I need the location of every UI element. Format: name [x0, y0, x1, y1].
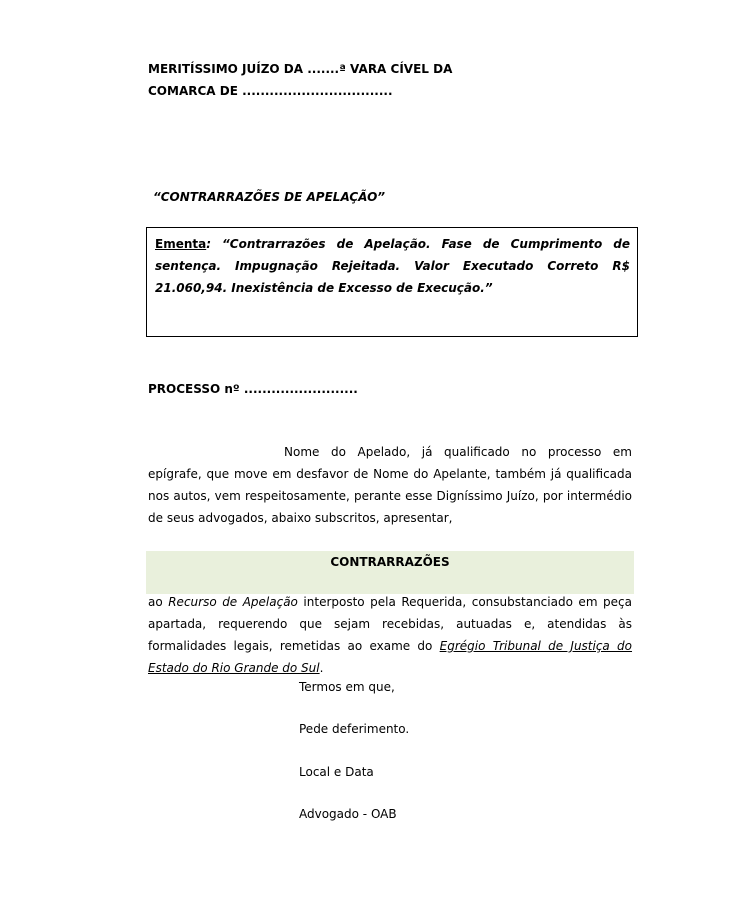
court-address-line-1: MERITÍSSIMO JUÍZO DA .......ª VARA CÍVEL DA — [148, 62, 453, 76]
ementa-label: Ementa — [155, 237, 207, 251]
processo-number: PROCESSO nº ......................... — [148, 382, 358, 396]
ementa-colon: : — [206, 237, 212, 251]
section-heading: CONTRARRAZÕES — [330, 555, 450, 569]
ementa-box — [146, 227, 638, 337]
body-middle: interposto pela Requerida, consubstanciado em peça apartada, requerendo que sejam recebidas, autuadas e, atendidas às formalidades legais, remetidas ao exame do — [148, 595, 632, 653]
document-title: “CONTRARRAZÕES DE APELAÇÃO” — [153, 190, 386, 204]
body-paragraph — [148, 591, 632, 679]
body-prefix: ao — [148, 595, 169, 609]
ementa-content: “Contrarrazões de Apelação. Fase de Cumprimento de sentença. Impugnação Rejeitada. Valor Executado Correto R$ 21.060,94. Inexistência de Excesso de Execução.” — [155, 237, 630, 295]
closing-advogado: Advogado - OAB — [299, 807, 397, 821]
closing-local-data: Local e Data — [299, 765, 374, 779]
court-address-line-2: COMARCA DE ................................. — [148, 84, 393, 98]
intro-paragraph-text: Nome do Apelado, já qualificado no processo em epígrafe, que move em desfavor de Nome do Apelante, também já qualificada nos autos, vem respeitosamente, perante esse Digníssimo Juízo, por intermédio de seus advogados, abaixo subscritos, apresentar, — [148, 445, 632, 525]
tribunal-link: Egrégio Tribunal de Justiça do Estado do Rio Grande do Sul — [148, 639, 633, 675]
ementa-text — [155, 233, 630, 299]
recurso-term: Recurso de Apelação — [168, 595, 298, 609]
body-suffix: . — [319, 661, 324, 675]
closing-pede: Pede deferimento. — [299, 722, 410, 736]
section-heading-band — [146, 551, 634, 594]
closing-termos: Termos em que, — [299, 680, 395, 694]
intro-paragraph — [148, 441, 632, 529]
